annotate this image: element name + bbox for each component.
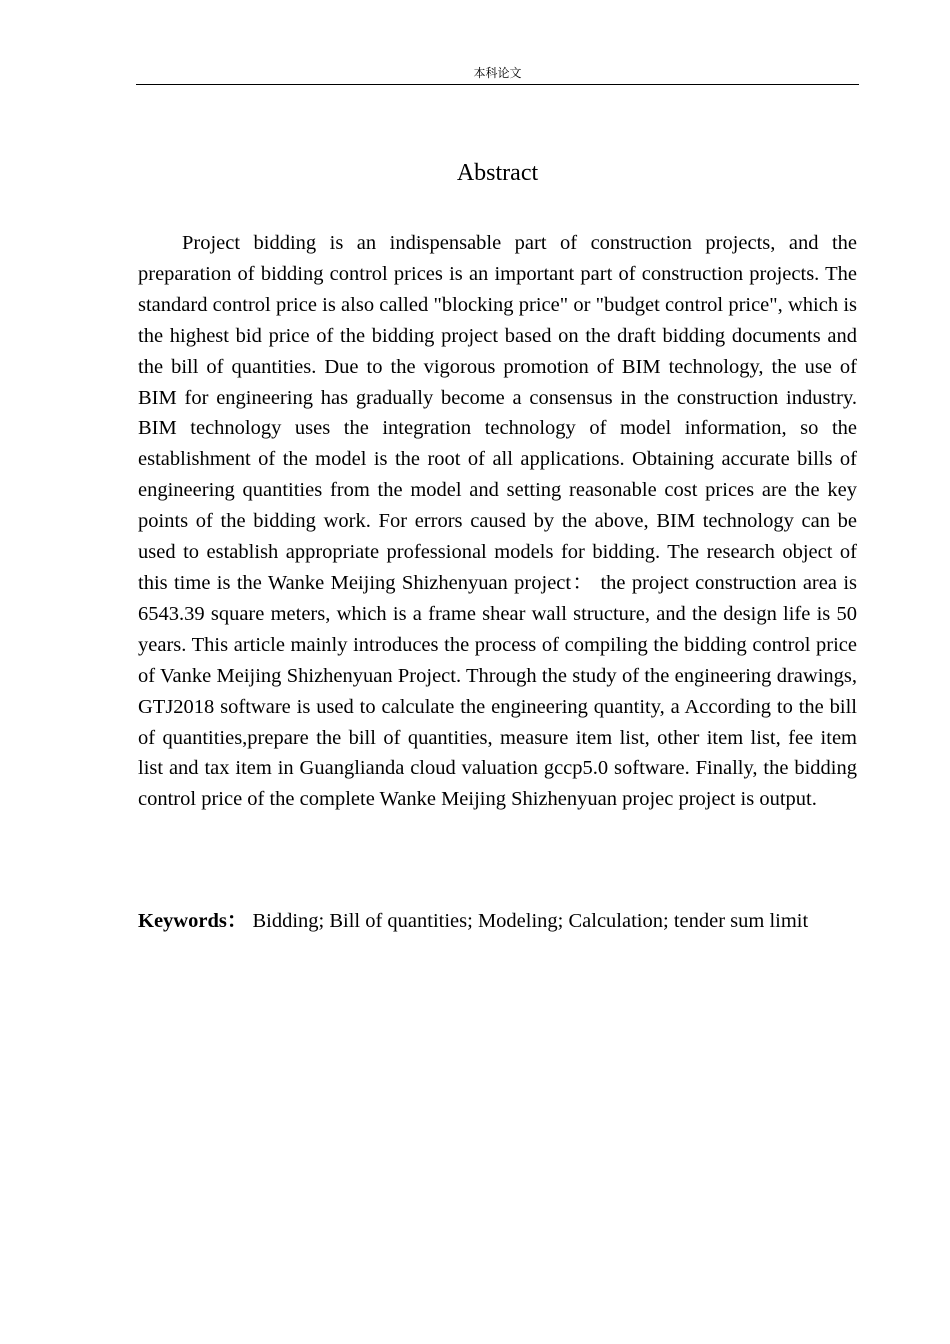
abstract-title: Abstract	[456, 160, 539, 186]
abstract-body: Project bidding is an indispensable part of construction projects, and the preparation of bidding control prices is an important part of construction projects. The standard control price is also called "blocking price" or "budget control price", which is the highest bid price of the bidding project based on the draft bidding documents and the bill of quantities. Due to the vigorous promotion of BIM technology, the use of BIM for engineering has gradually become a consensus in the construction industry. BIM technology uses the integration technology of model information, so the establishment of the model is the root of all applications. Obtaining accurate bills of engineering quantities from the model and setting reasonable cost prices are the key points of the bidding work. For errors caused by the above, BIM technology can be used to establish appropriate professional models for bidding. The research object of this time is the Wanke Meijing Shizhenyuan project： the project construction area is 6543.39 square meters, which is a frame shear wall structure, and the design life is 50 years. This article mainly introduces the process of compiling the bidding control price of Vanke Meijing Shizhenyuan Project. Through the study of the engineering drawings, GTJ2018 software is used to calculate the engineering quantity, a According to the bill of quantities,prepare the bill of quantities, measure item list, other item list, fee item list and tax item in Guanglianda cloud valuation gccp5.0 software. Finally, the bidding control price of the complete Wanke Meijing Shizhenyuan projec project is output.	[138, 232, 857, 811]
keywords-line	[138, 906, 857, 937]
keywords-label: Keywords：	[138, 910, 248, 932]
running-title: 本科论文	[473, 66, 522, 80]
keywords-text: Bidding; Bill of quantities; Modeling; Calculation; tender sum limit	[247, 910, 809, 932]
page-header	[136, 64, 859, 85]
